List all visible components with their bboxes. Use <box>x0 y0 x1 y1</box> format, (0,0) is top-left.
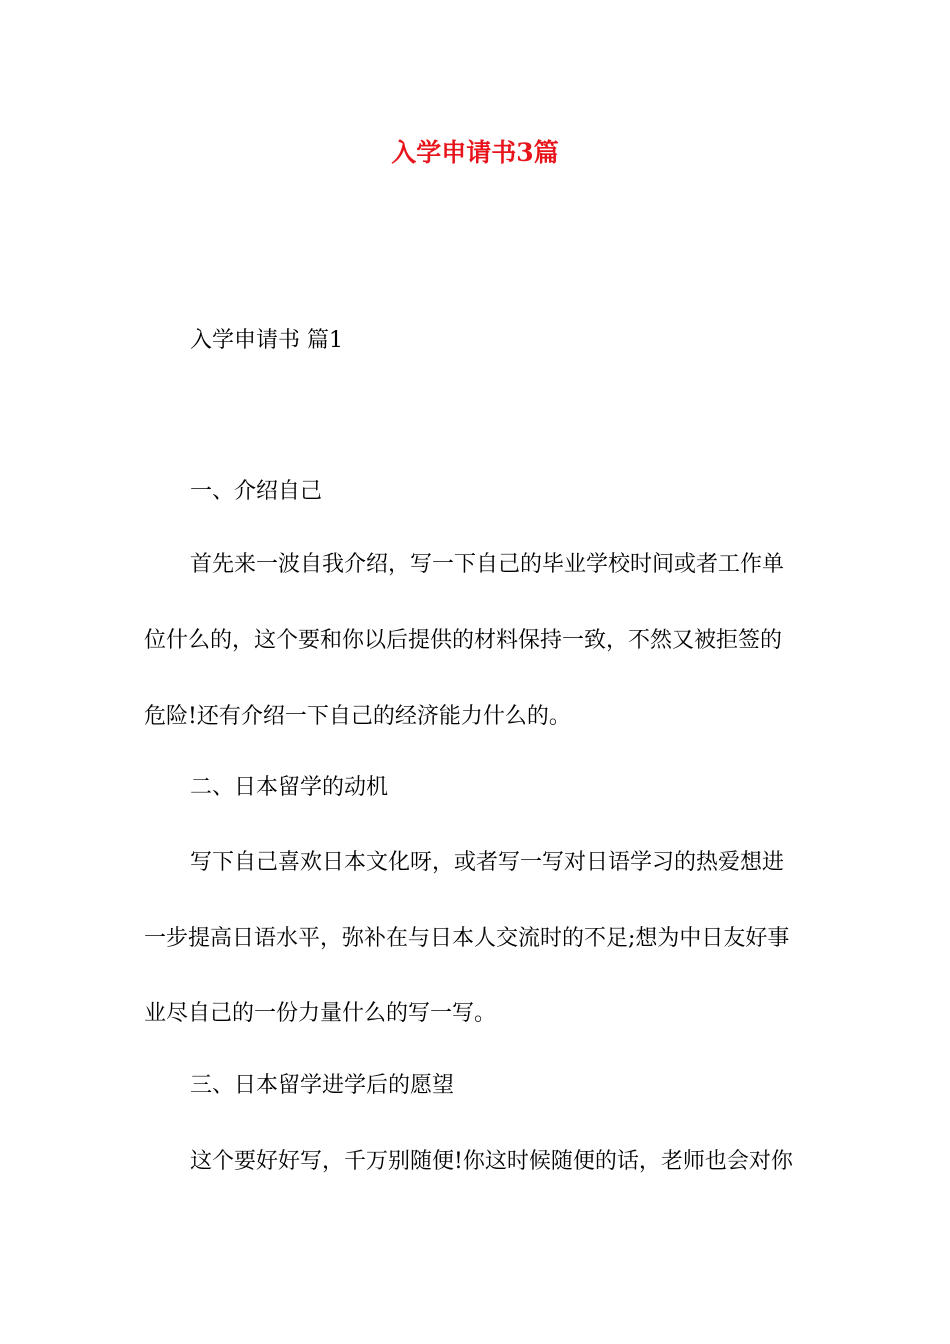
paragraph-2-line-1: 写下自己喜欢日本文化呀，或者写一写对日语学习的热爱想进 <box>190 850 785 875</box>
section-heading-1: 一、介绍自己 <box>190 479 323 504</box>
paragraph-2-line-2: 一步提高日语水平，弥补在与日本人交流时的不足;想为中日友好事 <box>144 926 790 951</box>
paragraph-1-line-3: 危险!还有介绍一下自己的经济能力什么的。 <box>144 704 571 729</box>
section-heading-2: 二、日本留学的动机 <box>190 775 389 800</box>
paragraph-2-line-3: 业尽自己的一份力量什么的写一写。 <box>144 1001 497 1026</box>
paragraph-1-line-1: 首先来一波自我介绍，写一下自己的毕业学校时间或者工作单 <box>190 552 785 577</box>
section-subtitle: 入学申请书 篇1 <box>190 328 343 353</box>
paragraph-3-line-1: 这个要好好写，千万别随便!你这时候随便的话，老师也会对你 <box>190 1149 793 1174</box>
section-heading-3: 三、日本留学进学后的愿望 <box>190 1073 455 1098</box>
document-title: 入学申请书3篇 <box>391 138 559 167</box>
paragraph-1-line-2: 位什么的，这个要和你以后提供的材料保持一致，不然又被拒签的 <box>144 628 783 653</box>
